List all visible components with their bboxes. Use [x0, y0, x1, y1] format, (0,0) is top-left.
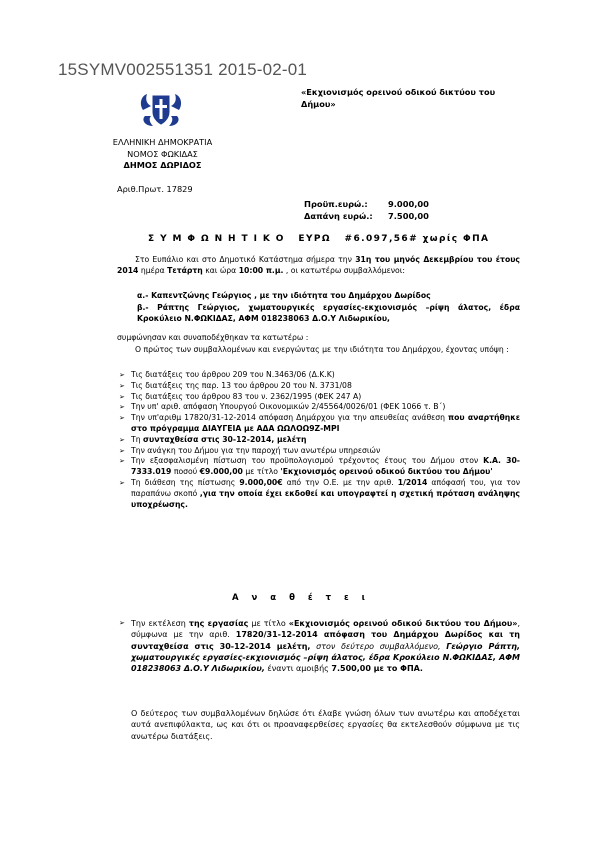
- bullet-icon: ➢: [119, 392, 125, 401]
- bullet-icon: ➢: [119, 619, 125, 627]
- list-item: ➢ Τη συνταχθείσα στις 30-12-2014, μελέτη: [119, 434, 307, 444]
- list-item: ➢ Την εξασφαλισμένη πίστωση του προϋπολογισμού τρέχοντος έτους του Δήμου στον Κ.Α. 30-7333.019 ποσού €9.000,00 με τίτλο 'Εκχιονισμός ορεινού οδικού δικτύου του Δήμου': [119, 456, 520, 477]
- document-id: 15SYMV002551351 2015-02-01: [58, 60, 308, 79]
- bullet-icon: ➢: [119, 381, 125, 390]
- bullet-icon: ➢: [119, 414, 125, 423]
- authority-country: ΕΛΛΗΝΙΚΗ ΔΗΜΟΚΡΑΤΙΑ: [112, 137, 213, 147]
- assignment-heading: Α ν α θ έ τ ε ι: [232, 593, 370, 603]
- list-item: ➢ Τη διάθεση της πίστωσης 9.000,00€ από την Ο.Ε. με την αριθ. 1/2014 απόφασή του, για τον παραπάνω σκοπό ,για την οποία έχει εκδοθεί και υπογραφτεί η σχετική πρόταση ανάληψης υποχρέωσης.: [119, 477, 520, 509]
- considerations-list: [117, 370, 520, 510]
- expense-label: Δαπάνη ευρώ.:: [304, 211, 373, 221]
- subject: «Εκχιονισμός ορεινού οδικού δικτύου του Δήμου»: [301, 87, 496, 109]
- bullet-icon: ➢: [119, 435, 125, 444]
- list-item: ➢ Τις διατάξεις του άρθρου 83 του ν. 2362/1995 (ΦΕΚ 247 Α): [119, 391, 362, 401]
- party-b: β.- Ράπτης Γεώργιος, χωματουργικές εργασίες-εκχιονισμός –ρίψη άλατος, έδρα Κροκύλειο Ν.ΦΩΚΙΔΑΣ, ΑΦΜ 018238063 Δ.Ο.Υ Λιδωρικίου,: [137, 303, 520, 323]
- first-party-paragraph: Ο πρώτος των συμβαλλομένων και ενεργώντας με την ιδιότητα του Δημάρχου, έχοντας υπόψη :: [135, 345, 509, 354]
- budget-value: 9.000,00: [388, 199, 429, 209]
- list-item: ➢ Την υπ'αριθμ 17820/31-12-2014 απόφαση Δημάρχου για την απευθείας ανάθεση που αναρτήθηκε στο πρόγραμμα ΔΙΑΥΓΕΙΑ με ΑΔΑ ΩΩΛΟΩ9Ζ-ΜΡΙ: [119, 413, 520, 433]
- expense-value: 7.500,00: [388, 211, 429, 221]
- party-a: α.- Καπεντζώνης Γεώργιος , με την ιδιότητα του Δημάρχου Δωρίδος: [137, 291, 431, 300]
- budget-row: [304, 198, 429, 210]
- list-item: ➢ Την εκτέλεση της εργασίας με τίτλο «Εκχιονισμός ορεινού οδικού δικτύου του Δήμου», σύμφωνα με την αριθ. 17820/31-12-2014 απόφαση του Δημάρχου Δωρίδος και τη συνταχθείσα στις 30-12-2014 μελέτη, στον δεύτερο συμβαλλόμενο, Γεώργιο Ράπτη, χωματουργικές εργασίες-εκχιονισμός –ρίψη άλατος, έδρα Κροκύλειο Ν.ΦΩΚΙΔΑΣ, ΑΦΜ 018238063 Δ.Ο.Υ Λιδωρικίου, έναντι αμοιβής 7.500,00 με το ΦΠΑ.: [119, 619, 521, 674]
- contract-title: Σ Υ Μ Φ Ω Ν Η Τ Ι Κ Ο ΕΥΡΩ #6.097,56# χωρίς ΦΠΑ: [148, 234, 490, 244]
- budget-label: Προϋπ.ευρώ.:: [304, 199, 368, 209]
- bullet-icon: ➢: [119, 371, 125, 379]
- bullet-icon: ➢: [119, 478, 125, 487]
- assignment-list: [117, 618, 520, 674]
- issuing-authority: [100, 137, 225, 172]
- greek-coat-of-arms-icon: [137, 90, 185, 130]
- list-item: ➢ Την ανάγκη του Δήμου για την παροχή των ανωτέρω υπηρεσιών: [119, 445, 381, 455]
- list-item: ➢ Την υπ' αριθ. απόφαση Υπουργού Οικονομικών 2/45564/0026/01 (ΦΕΚ 1066 τ. Β΄): [119, 402, 446, 412]
- list-item: ➢ Τις διατάξεις του άρθρου 209 του Ν.3463/06 (Δ.Κ.Κ): [119, 370, 335, 379]
- intro-paragraph: Στο Ευπάλιο και στο Δημοτικό Κατάστημα σήμερα την 31η του μηνός Δεκεμβρίου του έτους 2014 ημέρα Τετάρτη και ώρα 10:00 π.μ. , οι κατωτέρω συμβαλλόμενοι:: [117, 255, 520, 275]
- bullet-icon: ➢: [119, 457, 125, 466]
- bullet-icon: ➢: [119, 446, 125, 455]
- amounts-block: [304, 198, 429, 222]
- expense-row: [304, 210, 429, 222]
- authority-prefecture: ΝΟΜΟΣ ΦΩΚΙΔΑΣ: [127, 148, 198, 159]
- bullet-icon: ➢: [119, 403, 125, 412]
- authority-municipality: ΔΗΜΟΣ ΔΩΡΙΔΟΣ: [123, 160, 202, 170]
- agreed-text: συμφώνησαν και συναποδέχθηκαν τα κατωτέρω :: [117, 333, 309, 342]
- closing-paragraph: Ο δεύτερος των συμβαλλομένων δηλώσε ότι έλαβε γνώση όλων των ανωτέρω και αποδέχεται αυτά ανεπιφύλακτα, ως και ότι οι προαναφερθείσες εργασίες θα εκτελεσθούν σύμφωνα με τις ανωτέρω διατάξεις.: [131, 709, 520, 741]
- list-item: ➢ Τις διατάξεις της παρ. 13 του άρθρου 20 του Ν. 3731/08: [119, 380, 352, 390]
- protocol-number: Αριθ.Πρωτ. 17829: [117, 184, 193, 194]
